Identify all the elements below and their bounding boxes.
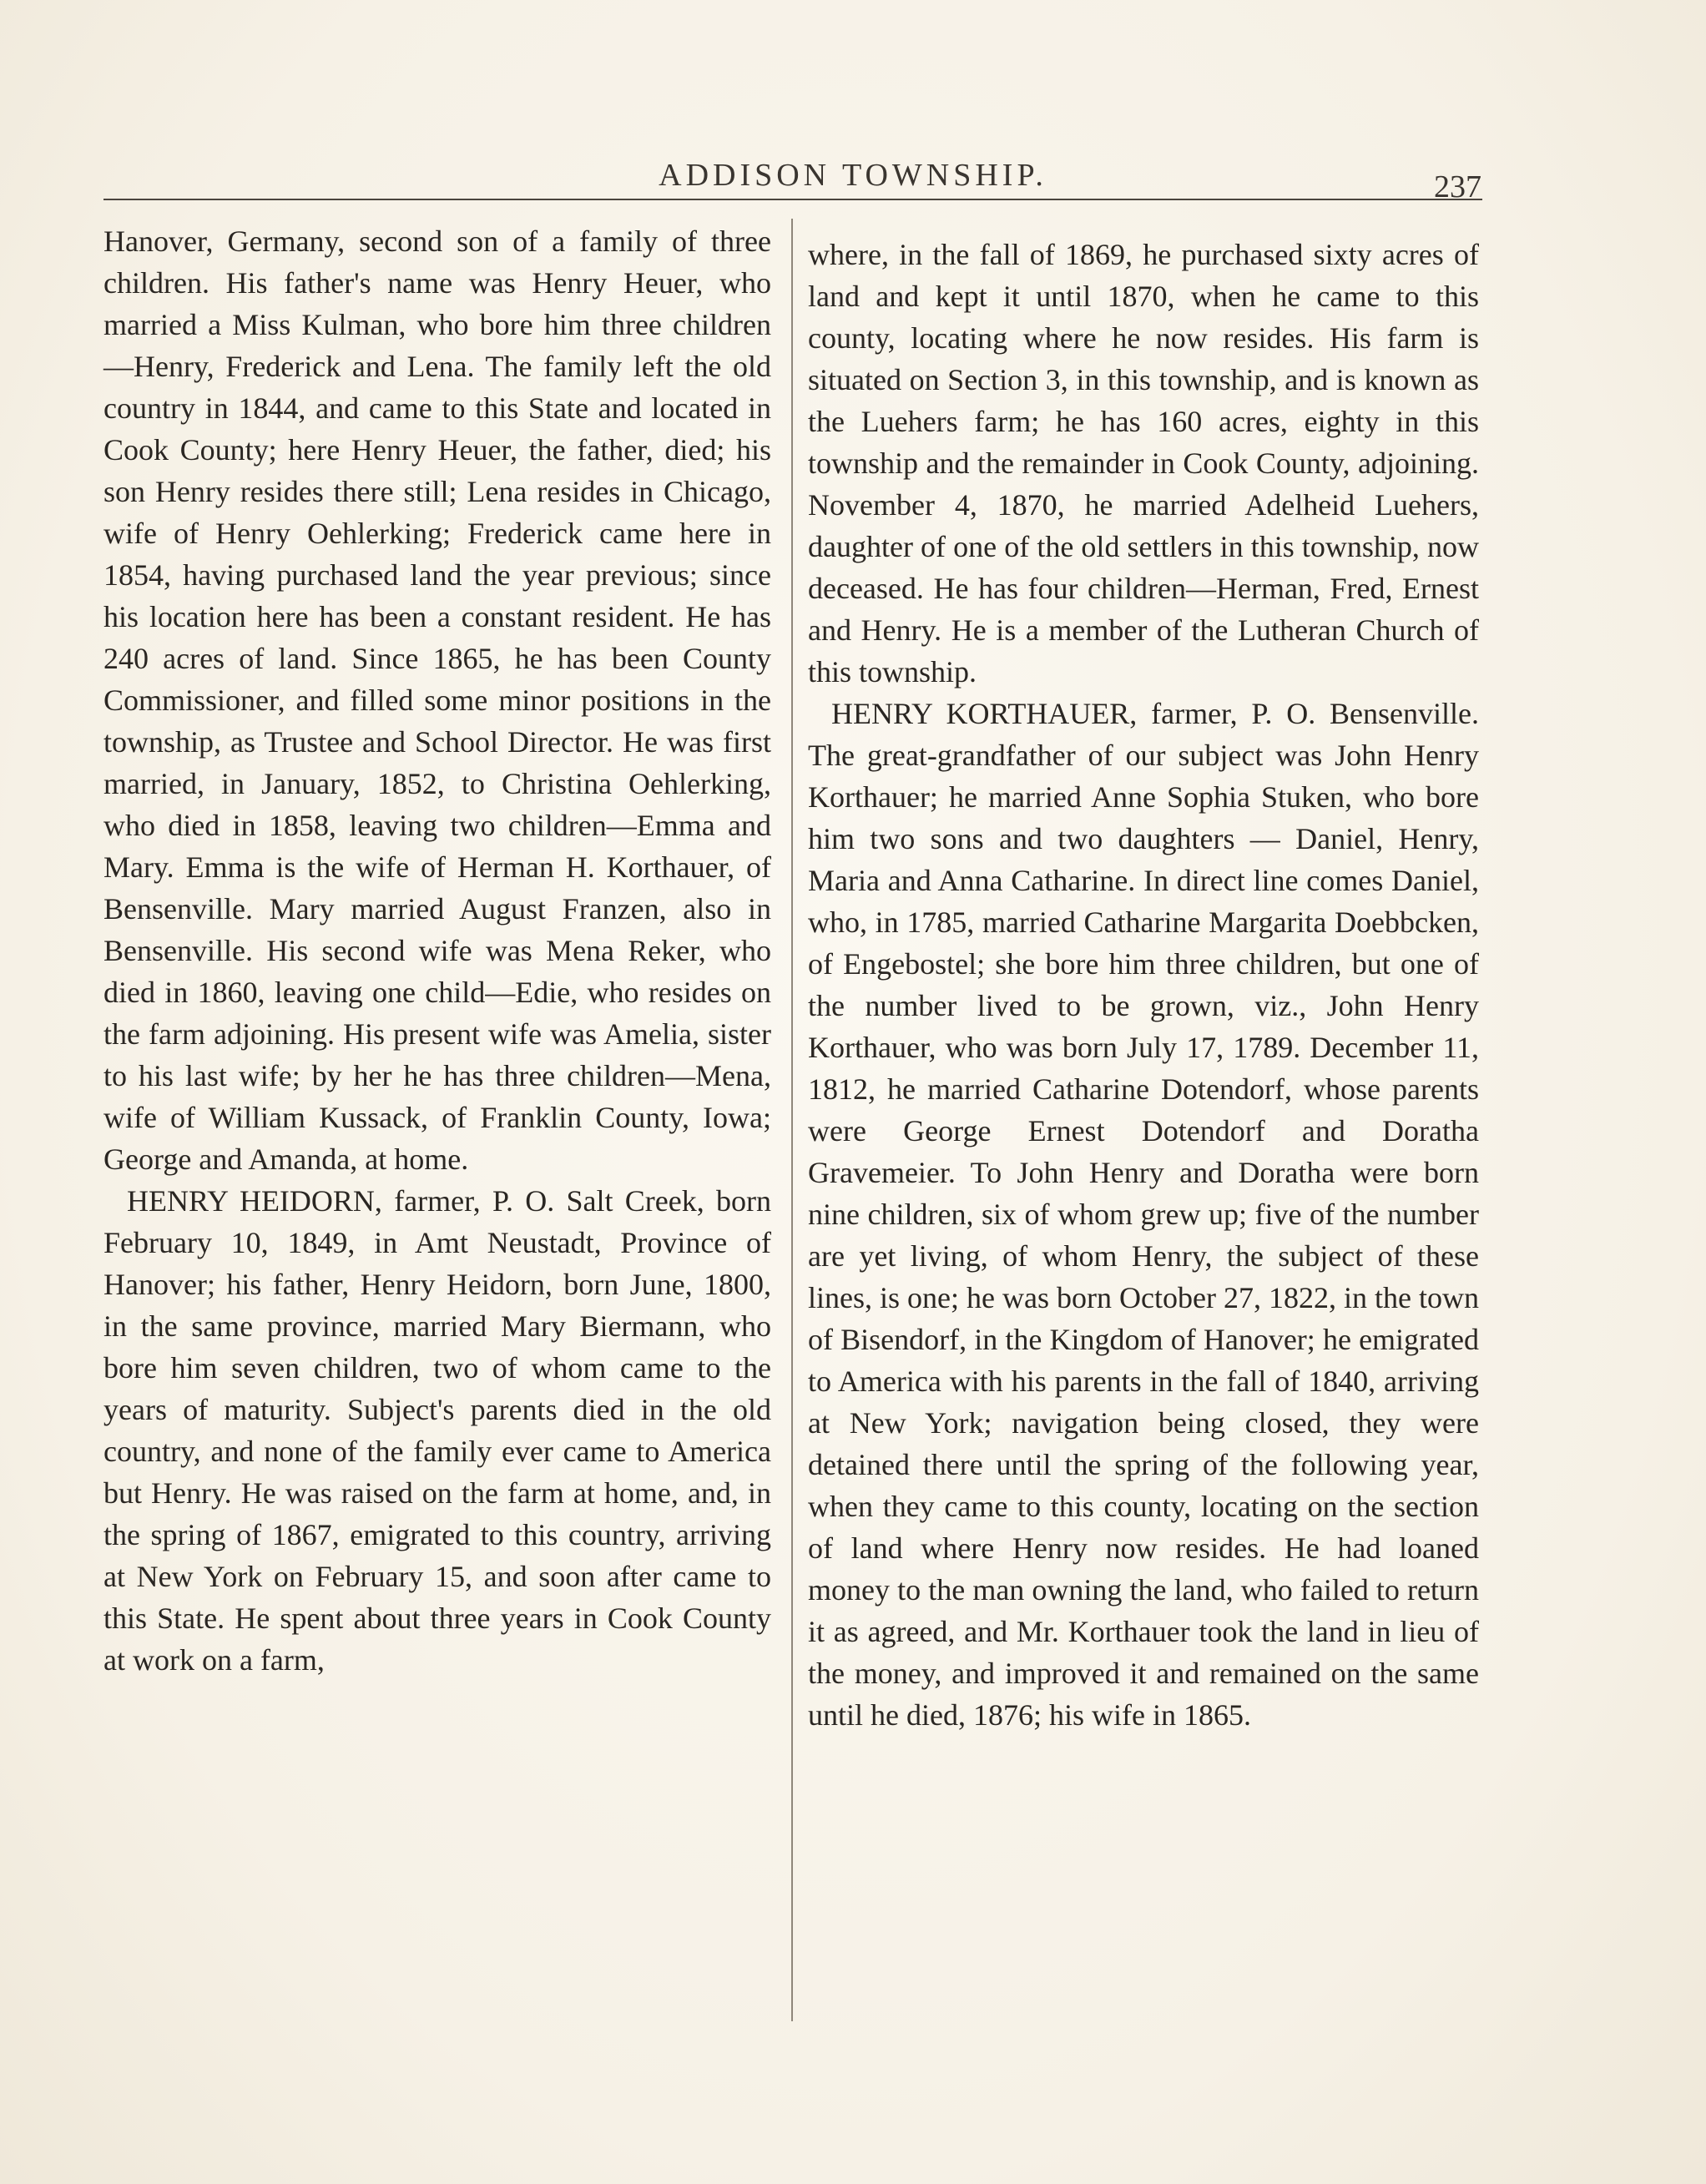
paragraph-henry-korthauer: HENRY KORTHAUER, farmer, P. O. Bensenville. The great-grandfather of our subject was John Henry Korthauer; he married Anne Sophia Stuken, who bore him two sons and two daughters — Daniel, Henry, Maria and Anna Catharine. In direct line comes Daniel, who, in 1785, married Catharine Margarita Doebbcken, of Engebostel; she bore him three children, but one of the number lived to be grown, viz., John Henry Korthauer, who was born July 17, 1789. December 11, 1812, he married Catharine Dotendorf, whose parents were George Ernest Dotendorf and Doratha Gravemeier. To John Henry and Doratha were born nine children, six of whom grew up; five of the number are yet living, of whom Henry, the subject of these lines, is one; he was born October 27, 1822, in the town of Bisendorf, in the Kingdom of Hanover; he emigrated to America with his parents in the fall of 1840, arriving at New York; navigation being closed, they were detained there until the spring of the following year, when they came to this county, locating on the section of land where Henry now resides. He had loaned money to the man owning the land, who failed to return it as agreed, and Mr. Korthauer took the land in lieu of the money, and improved it and remained on the same until he died, 1876; his wife in 1865.: [808, 697, 1479, 1732]
left-column: [103, 220, 771, 1681]
right-column: [808, 234, 1479, 1736]
paragraph-henry-heidorn: HENRY HEIDORN, farmer, P. O. Salt Creek, born February 10, 1849, in Amt Neustadt, Province of Hanover; his father, Henry Heidorn, born June, 1800, in the same province, married Mary Biermann, who bore him seven children, two of whom came to the years of maturity. Subject's parents died in the old country, and none of the family ever came to America but Henry. He was raised on the farm at home, and, in the spring of 1867, emigrated to this country, arriving at New York on February 15, and soon after came to this State. He spent about three years in Cook County at work on a farm,: [103, 1184, 771, 1677]
paragraph-heidorn-continued: where, in the fall of 1869, he purchased sixty acres of land and kept it until 1870, when he came to this county, locating where he now resides. His farm is situated on Section 3, in this township, and is known as the Luehers farm; he has 160 acres, eighty in this township and the remainder in Cook County, adjoining. November 4, 1870, he married Adelheid Luehers, daughter of one of the old settlers in this township, now deceased. He has four children—Herman, Fred, Ernest and Henry. He is a member of the Lutheran Church of this township.: [808, 238, 1479, 688]
page-number: 237: [1434, 169, 1481, 204]
paragraph-heuer-continued: Hanover, Germany, second son of a family of three children. His father's name was Henry Heuer, who married a Miss Kulman, who bore him three children—Henry, Frederick and Lena. The family left the old country in 1844, and came to this State and located in Cook County; here Henry Heuer, the father, died; his son Henry resides there still; Lena resides in Chicago, wife of Henry Oehlerking; Frederick came here in 1854, having purchased land the year previous; since his location here has been a constant resident. He has 240 acres of land. Since 1865, he has been County Commissioner, and filled some minor positions in the township, as Trustee and School Director. He was first married, in January, 1852, to Christina Oehlerking, who died in 1858, leaving two children—Emma and Mary. Emma is the wife of Herman H. Korthauer, of Bensenville. Mary married August Franzen, also in Bensenville. His second wife was Mena Reker, who died in 1860, leaving one child—Edie, who resides on the farm adjoining. His present wife was Amelia, sister to his last wife; by her he has three children—Mena, wife of William Kussack, of Franklin County, Iowa; George and Amanda, at home.: [103, 224, 771, 1176]
column-divider: [791, 219, 793, 2021]
header-rule: [103, 199, 1482, 200]
running-head: ADDISON TOWNSHIP.: [659, 158, 1047, 193]
